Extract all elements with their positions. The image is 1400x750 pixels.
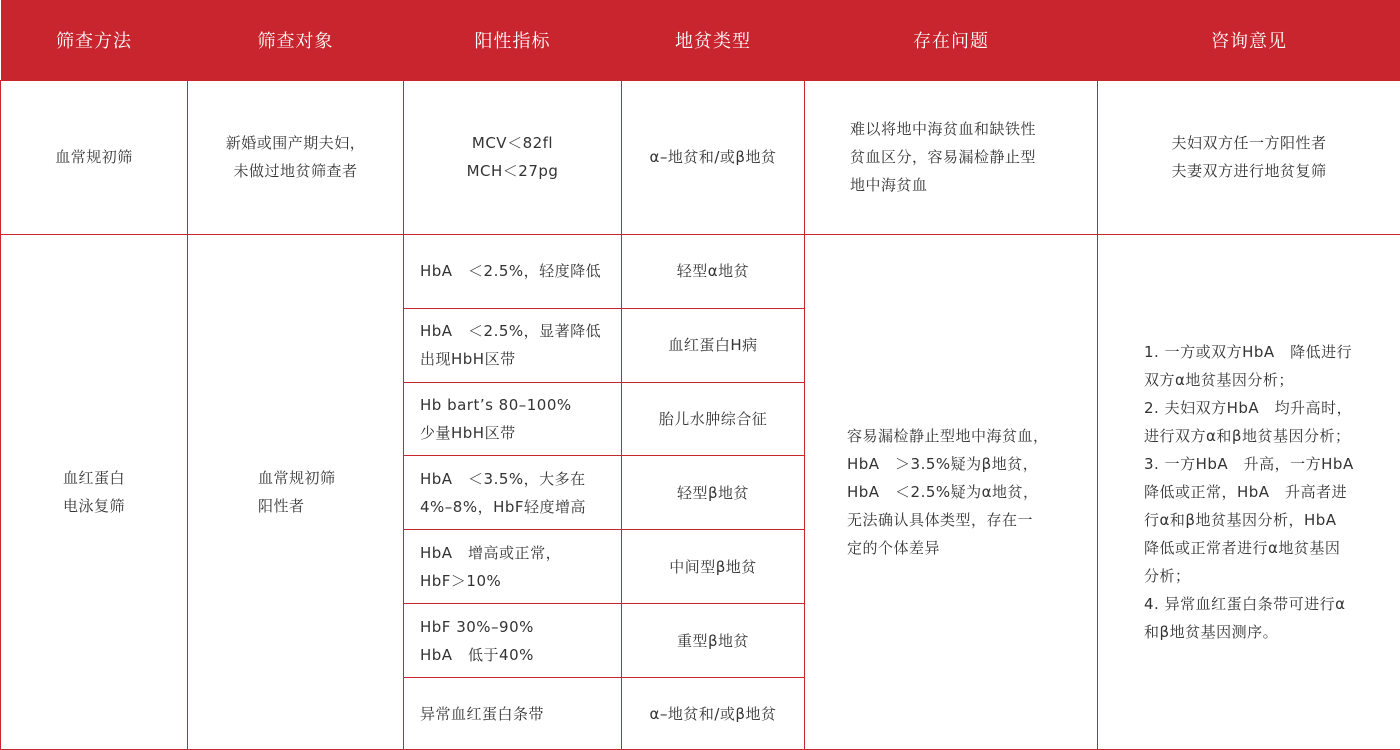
type-text: 血红蛋白H病 bbox=[668, 336, 758, 355]
type-cell bbox=[622, 81, 805, 235]
method-text: 血常规初筛 bbox=[55, 148, 133, 167]
indicator-line: HbA ＜2.5%，显著降低 bbox=[420, 322, 602, 341]
indicator-cell bbox=[404, 530, 622, 604]
type-text: α–地贫和/或β地贫 bbox=[649, 704, 777, 723]
indicator-line: HbF＞10% bbox=[420, 571, 502, 590]
header-indicator: 阳性指标 bbox=[404, 0, 622, 81]
advice-line: 夫妇双方任一方阳性者 bbox=[1171, 134, 1327, 153]
problem-line: HbA ＞3.5%疑为β地贫， bbox=[847, 454, 1039, 473]
method-line: 血红蛋白 bbox=[62, 468, 125, 487]
table-row-initial-screen bbox=[1, 81, 1400, 235]
header-row bbox=[1, 0, 1400, 81]
type-text: 重型β地贫 bbox=[676, 631, 750, 650]
indicator-line: 4%–8%，HbF轻度增高 bbox=[420, 497, 587, 516]
header-advice: 咨询意见 bbox=[1098, 0, 1400, 81]
type-text: 轻型β地贫 bbox=[676, 483, 750, 502]
indicator-line: HbA ＜3.5%，大多在 bbox=[420, 469, 586, 488]
advice-line: 分析； bbox=[1144, 566, 1191, 585]
type-text: 轻型α地贫 bbox=[676, 262, 750, 281]
method-cell bbox=[1, 234, 188, 749]
indicator-cell bbox=[404, 382, 622, 456]
advice-cell bbox=[1098, 234, 1400, 749]
type-text: α–地贫和/或β地贫 bbox=[649, 148, 777, 167]
advice-line: 3. 一方HbA 升高，一方HbA bbox=[1144, 454, 1354, 473]
problem-line: 地中海贫血 bbox=[850, 176, 928, 195]
indicator-line: Hb bart’s 80–100% bbox=[420, 396, 572, 415]
target-line: 血常规初筛 bbox=[258, 468, 336, 487]
type-cell bbox=[622, 382, 805, 456]
type-cell bbox=[622, 678, 805, 750]
advice-line: 和β地贫基因测序。 bbox=[1144, 622, 1279, 641]
problem-cell bbox=[805, 81, 1098, 235]
indicator-cell bbox=[404, 678, 622, 750]
method-cell bbox=[1, 81, 188, 235]
advice-cell bbox=[1098, 81, 1400, 235]
header-problem: 存在问题 bbox=[805, 0, 1098, 81]
indicator-line: 异常血红蛋白条带 bbox=[420, 704, 545, 723]
type-text: 胎儿水肿综合征 bbox=[658, 410, 768, 429]
problem-line: 定的个体差异 bbox=[847, 538, 941, 557]
indicator-line: 少量HbH区带 bbox=[420, 424, 516, 443]
advice-line: 2. 夫妇双方HbA 均升高时， bbox=[1144, 398, 1353, 417]
type-text: 中间型β地贫 bbox=[669, 557, 757, 576]
problem-line: 贫血区分，容易漏检静止型 bbox=[850, 148, 1037, 167]
advice-line: 夫妻双方进行地贫复筛 bbox=[1171, 162, 1327, 181]
type-cell bbox=[622, 604, 805, 678]
indicator-cell bbox=[404, 234, 622, 308]
header-type: 地贫类型 bbox=[622, 0, 805, 81]
indicator-line: HbA ＜2.5%，轻度降低 bbox=[420, 262, 602, 281]
advice-line: 进行双方α和β地贫基因分析； bbox=[1144, 426, 1351, 445]
type-cell bbox=[622, 456, 805, 530]
indicator-line: 出现HbH区带 bbox=[420, 350, 516, 369]
advice-line: 降低或正常者进行α地贫基因 bbox=[1144, 538, 1341, 557]
advice-line: 降低或正常，HbA 升高者进 bbox=[1144, 482, 1348, 501]
type-cell bbox=[622, 234, 805, 308]
advice-line: 双方α地贫基因分析； bbox=[1144, 370, 1294, 389]
indicator-cell bbox=[404, 81, 622, 235]
target-cell bbox=[188, 234, 404, 749]
target-line: 阳性者 bbox=[258, 496, 305, 515]
indicator-cell bbox=[404, 604, 622, 678]
type-cell bbox=[622, 308, 805, 382]
method-line: 电泳复筛 bbox=[62, 496, 125, 515]
target-line: 新婚或围产期夫妇， bbox=[225, 134, 366, 153]
indicator-line: HbA 低于40% bbox=[420, 645, 534, 664]
problem-line: 难以将地中海贫血和缺铁性 bbox=[850, 120, 1037, 139]
indicator-line: MCH＜27pg bbox=[466, 162, 559, 181]
problem-line: 无法确认具体类型，存在一 bbox=[847, 510, 1034, 529]
indicator-line: HbF 30%–90% bbox=[420, 617, 534, 636]
indicator-cell bbox=[404, 308, 622, 382]
advice-line: 4. 异常血红蛋白条带可进行α bbox=[1144, 594, 1346, 613]
advice-line: 1. 一方或双方HbA 降低进行 bbox=[1144, 342, 1353, 361]
advice-line: 行α和β地贫基因分析，HbA bbox=[1144, 510, 1337, 529]
table-row-electrophoresis bbox=[1, 234, 1400, 308]
indicator-cell bbox=[404, 456, 622, 530]
problem-cell bbox=[805, 234, 1098, 749]
target-cell bbox=[188, 81, 404, 235]
problem-line: HbA ＜2.5%疑为α地贫， bbox=[847, 482, 1039, 501]
problem-line: 容易漏检静止型地中海贫血， bbox=[847, 426, 1049, 445]
header-target: 筛查对象 bbox=[188, 0, 404, 81]
indicator-line: MCV＜82fl bbox=[471, 134, 554, 153]
header-method: 筛查方法 bbox=[1, 0, 188, 81]
type-cell bbox=[622, 530, 805, 604]
indicator-line: HbA 增高或正常， bbox=[420, 543, 562, 562]
target-line: 未做过地贫筛查者 bbox=[233, 162, 358, 181]
